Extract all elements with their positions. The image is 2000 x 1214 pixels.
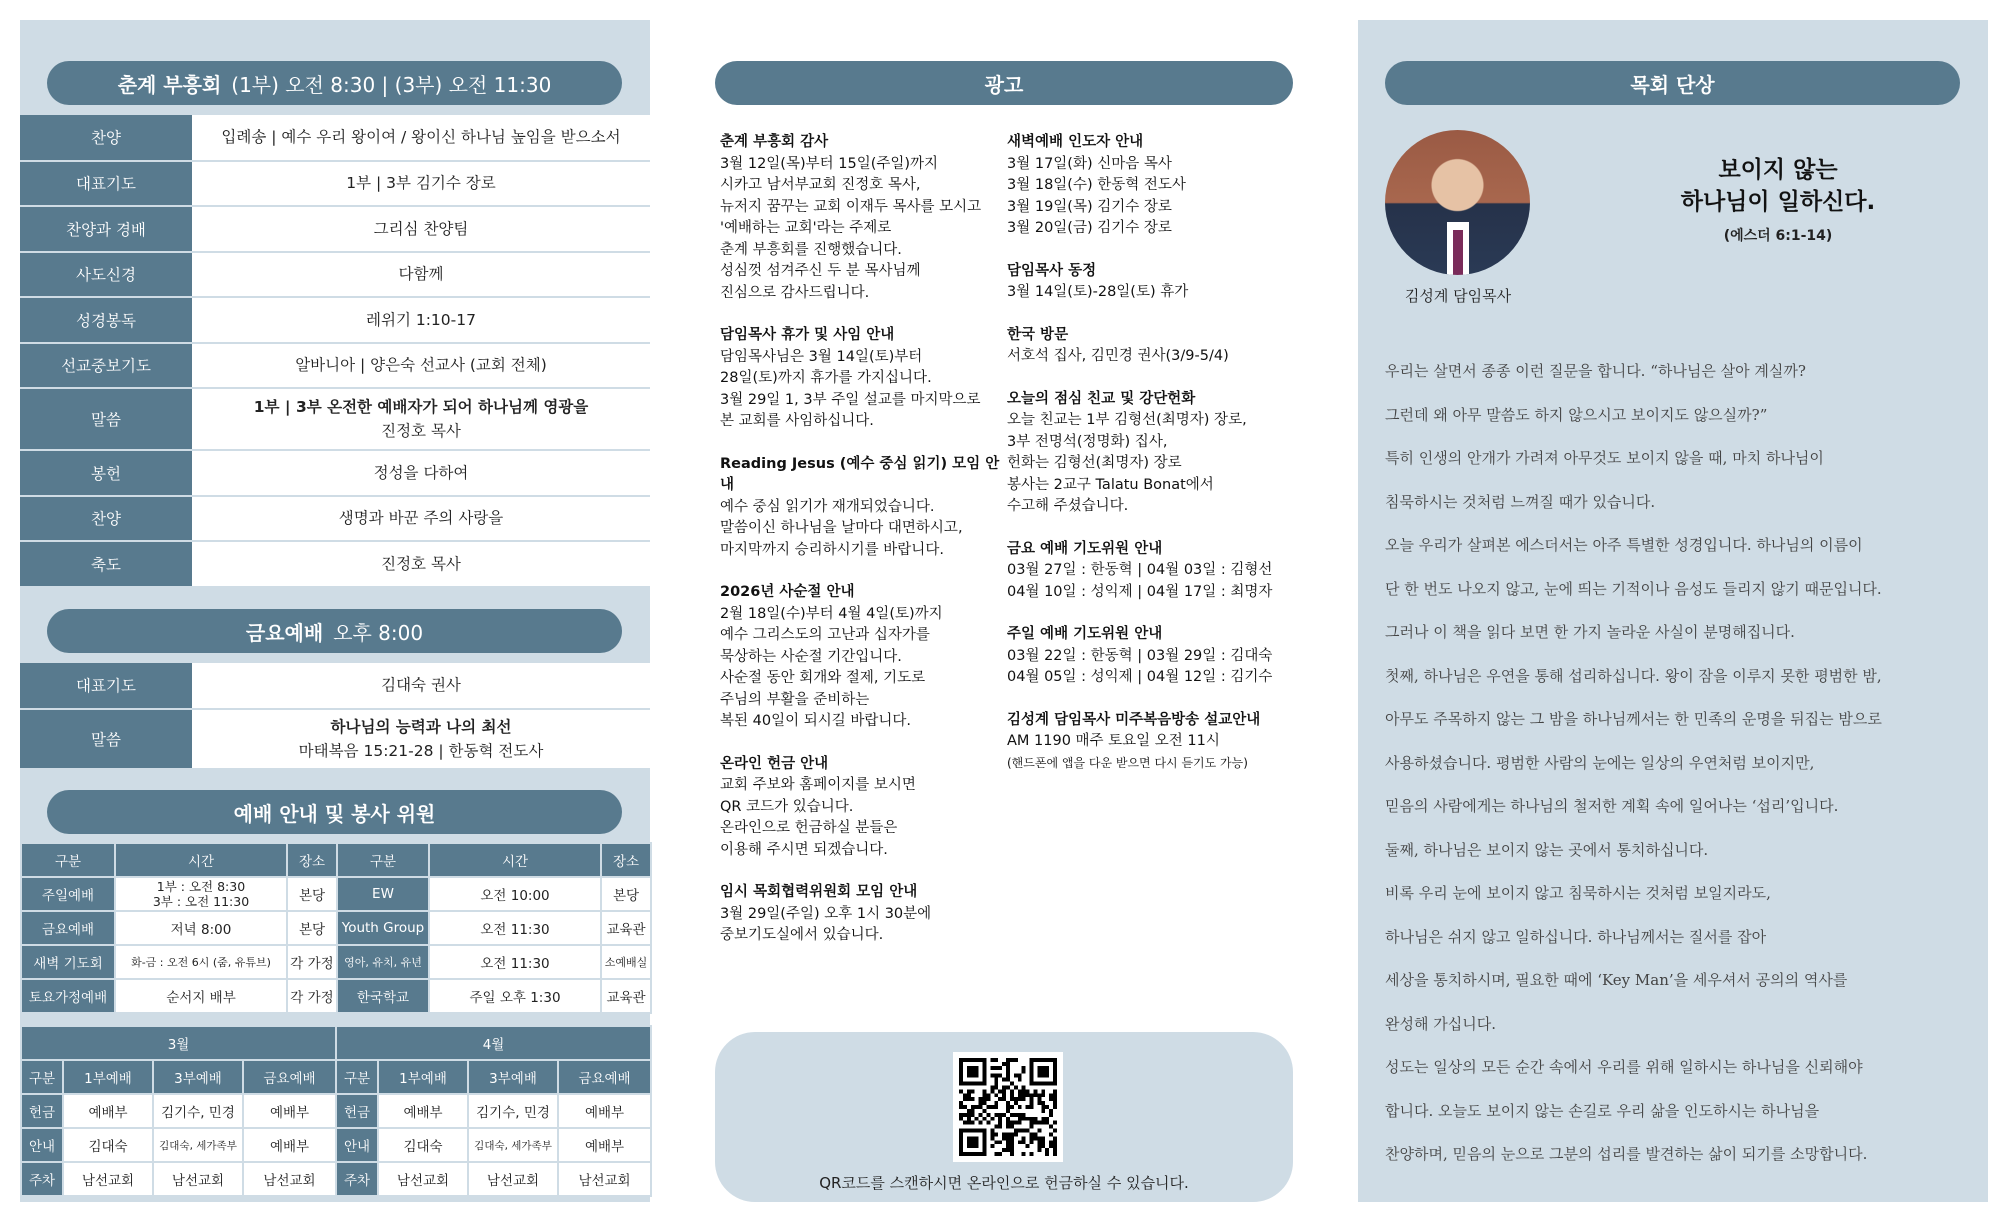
duty-table: [20, 1025, 652, 1197]
photo-tie: [1453, 230, 1463, 275]
essay-line: 성도는 일상의 모든 순간 속에서 우리를 위해 일하시는 하나님을 신뢰해야: [1385, 1058, 1863, 1076]
announcement-title: 금요 예배 기도위원 안내: [1007, 540, 1163, 557]
order-value: 레위기 1:10-17: [192, 297, 650, 343]
duty-col-header: 구분: [336, 1060, 378, 1094]
essay-line: 비록 우리 눈에 보이지 않고 침묵하시는 것처럼 보일지라도,: [1385, 884, 1771, 902]
duty-row: [21, 1094, 651, 1128]
duty-cell: 김대숙: [378, 1128, 468, 1162]
info-cell: 교육관: [601, 979, 651, 1013]
info-row: [21, 979, 651, 1013]
month-march: 3월: [21, 1026, 336, 1060]
info-cell: 오전 10:00: [429, 877, 601, 911]
info-cell: 금요예배: [21, 911, 115, 945]
scripture-reference: (에스더 6:1-14): [1723, 228, 1833, 244]
announcement-line: 3월 20일(금) 김기수 장로: [1007, 220, 1172, 236]
duty-cell: 남선교회: [468, 1162, 558, 1196]
essay-line: 아무도 주목하지 않는 그 밤을 하나님께서는 한 민족의 운명을 뒤집는 밤으로: [1385, 710, 1882, 728]
friday-sermon-title: 하나님의 능력과 나의 최선: [330, 717, 512, 736]
essay-line: 하나님은 쉬지 않고 일하십니다. 하나님께서는 질서를 잡아: [1385, 927, 1767, 946]
month-april: 4월: [336, 1026, 651, 1060]
duty-col-header: 1부예배: [63, 1060, 153, 1094]
announcement-line: 예수 중심 읽기가 재개되었습니다.: [720, 498, 935, 515]
info-cell: EW: [337, 877, 429, 911]
pastor-name: 김성계 담임목사: [1404, 287, 1512, 305]
time-line: 3부 : 오전 11:30: [152, 894, 250, 909]
announcement-line: 본 교회를 사임하십니다.: [720, 413, 874, 429]
info-row: [21, 911, 651, 945]
announcement-item: [720, 754, 1005, 862]
info-header: [47, 790, 622, 834]
announcement-line: 묵상하는 사순절 기간입니다.: [720, 648, 902, 665]
order-value: 김대숙 권사: [192, 663, 650, 709]
duty-cell: 주차: [336, 1162, 378, 1196]
info-title: 예배 안내 및 봉사 위원: [233, 801, 436, 826]
duty-cell: 헌금: [21, 1094, 63, 1128]
duty-cell: 남선교회: [558, 1162, 651, 1196]
duty-row: [21, 1162, 651, 1196]
info-cell: 주일 오후 1:30: [429, 979, 601, 1013]
duty-cell: 김대숙: [63, 1128, 153, 1162]
sermon-heading-line: 하나님이 일하신다.: [1680, 189, 1876, 215]
announcement-title: 춘계 부흥회 감사: [720, 134, 829, 150]
order-value: 그리심 찬양팀: [192, 206, 650, 252]
order-row: [20, 388, 650, 450]
info-cell: 토요가정예배: [21, 979, 115, 1013]
time-line: 1부 : 오전 8:30: [156, 879, 246, 894]
order-label: 사도신경: [20, 252, 192, 298]
announcement-title: 담임목사 휴가 및 사임 안내: [720, 327, 895, 343]
announcement-title: 김성계 담임목사 미주복음방송 설교안내: [1007, 711, 1261, 728]
announcement-line: 오늘 친교는 1부 김형선(최명자) 장로,: [1007, 412, 1247, 428]
essay-line: 첫째, 하나님은 우연을 통해 섭리하십니다. 왕이 잠을 이루지 못한 평범한 밤,: [1385, 666, 1882, 685]
announcement-title: 담임목사 동정: [1007, 262, 1097, 279]
announcement-line: 진심으로 감사드립니다.: [720, 284, 870, 301]
qr-code-icon[interactable]: [953, 1052, 1063, 1162]
friday-title: 금요예배: [245, 620, 324, 645]
duty-cell: 예배부: [378, 1094, 468, 1128]
info-cell: 본당: [287, 911, 337, 945]
worship-info-table: [20, 842, 652, 1014]
info-cell: 소예배실: [601, 945, 651, 979]
announcement-title: 온라인 헌금 안내: [720, 755, 829, 772]
duty-cell: 예배부: [558, 1094, 651, 1128]
announcement-line: 봉사는 2교구 Talatu Bonat에서: [1007, 476, 1214, 493]
duty-cell: 김기수, 민경: [153, 1094, 243, 1128]
announcement-line: 이용해 주시면 되겠습니다.: [720, 841, 888, 858]
info-cell: 주일예배: [21, 877, 115, 911]
info-col-header: 시간: [115, 843, 287, 877]
revival-header: [47, 61, 622, 105]
announcement-line: 3월 29일(주일) 오후 1시 30분에: [720, 905, 932, 922]
order-label: 대표기도: [20, 161, 192, 207]
announcement-line: 시카고 남서부교회 진정호 목사,: [720, 177, 921, 193]
essay-line: 합니다. 오늘도 보이지 않는 손길로 우리 삶을 인도하시는 하나님을: [1385, 1101, 1820, 1120]
duty-cell: 예배부: [558, 1128, 651, 1162]
order-row: [20, 252, 650, 298]
announcement-line: 수고해 주셨습니다.: [1007, 498, 1129, 514]
info-cell: 순서지 배부: [115, 979, 287, 1013]
column-essay: [1385, 350, 1975, 1177]
announcements-title: 광고: [984, 72, 1024, 97]
announcement-line: '예배하는 교회'라는 주제로: [720, 220, 892, 236]
order-value: 생명과 바꾼 주의 사랑을: [192, 496, 650, 542]
info-col-header: 장소: [601, 843, 651, 877]
duty-cell: 김대숙, 세가족부: [153, 1128, 243, 1162]
order-row: [20, 709, 650, 769]
essay-line: 우리는 살면서 종종 이런 질문을 합니다. “하나님은 살아 계실까?: [1385, 362, 1806, 380]
announcement-line: 3월 12일(목)부터 15일(주일)까지: [720, 155, 939, 172]
info-col-header: 구분: [21, 843, 115, 877]
announcements-panel: [690, 20, 1320, 1202]
announcement-item: [1007, 624, 1297, 689]
announcement-title: 2026년 사순절 안내: [720, 584, 855, 600]
friday-header: [47, 609, 622, 653]
sermon-heading-line: 보이지 않는: [1718, 157, 1838, 183]
announcement-line: 04월 05일 : 성익제 | 04월 12일 : 김기수: [1007, 669, 1273, 685]
announcement-line: 3부 전명석(정명화) 집사,: [1007, 433, 1168, 450]
announcements-column-1: [720, 132, 1005, 968]
duty-cell: 안내: [336, 1128, 378, 1162]
pastor-photo: [1385, 130, 1530, 275]
info-col-header: 장소: [287, 843, 337, 877]
announcement-line: 예수 그리스도의 고난과 십자가를: [720, 627, 930, 643]
sermon-heading: [1588, 154, 1968, 218]
order-value: 입례송 | 예수 우리 왕이여 / 왕이신 하나님 높임을 받으소서: [192, 115, 650, 161]
essay-line: 세상을 통치하시며, 필요한 때에 ‘Key Man’을 세우셔서 공의의 역사를: [1385, 971, 1848, 989]
announcement-line: 서호석 집사, 김민경 권사(3/9-5/4): [1007, 348, 1229, 364]
announcements-header: [715, 61, 1293, 105]
friday-time: 오후 8:00: [333, 620, 424, 645]
order-row: [20, 496, 650, 542]
order-value: [192, 388, 650, 450]
announcement-line: 3월 17일(화) 신마음 목사: [1007, 155, 1172, 172]
duty-col-header: 3부예배: [468, 1060, 558, 1094]
announcement-item: [720, 454, 1005, 562]
duty-cell: 남선교회: [153, 1162, 243, 1196]
announcement-line: 담임목사님은 3월 14일(토)부터: [720, 348, 923, 365]
essay-line: 완성해 가십니다.: [1385, 1014, 1496, 1033]
friday-sermon-ref: 마태복음 15:21-28 | 한동혁 전도사: [298, 741, 544, 760]
announcement-item: [720, 325, 1005, 433]
announcement-item: [1007, 325, 1297, 368]
info-cell: 오전 11:30: [429, 911, 601, 945]
order-label: 대표기도: [20, 663, 192, 709]
order-label: 찬양: [20, 496, 192, 542]
essay-line: 믿음의 사람에게는 하나님의 철저한 계획 속에 일어나는 ‘섭리’입니다.: [1385, 797, 1839, 815]
essay-line: 그러나 이 책을 읽다 보면 한 가지 놀라운 사실이 분명해집니다.: [1385, 623, 1795, 641]
essay-line: 특히 인생의 안개가 가려져 아무것도 보이지 않을 때, 마치 하나님이: [1385, 449, 1824, 467]
service-order-table: [20, 115, 650, 588]
announcement-item: [1007, 389, 1297, 518]
pastor-column-header: [1385, 61, 1960, 105]
order-value: 진정호 목사: [192, 541, 650, 587]
info-cell: 새벽 기도회: [21, 945, 115, 979]
announcement-line: 04월 10일 : 성익제 | 04월 17일 : 최명자: [1007, 583, 1273, 600]
duty-col-header: 구분: [21, 1060, 63, 1094]
announcement-line: 03월 22일 : 한동혁 | 03월 29일 : 김대숙: [1007, 647, 1273, 664]
announcement-line: 3월 29일 1, 3부 주일 설교를 마지막으로: [720, 391, 981, 408]
order-value: 정성을 다하여: [192, 450, 650, 496]
duty-col-header: 금요예배: [558, 1060, 651, 1094]
info-cell: 저녁 8:00: [115, 911, 287, 945]
order-row: [20, 450, 650, 496]
announcement-title: 한국 방문: [1007, 326, 1069, 343]
announcement-line: 복된 40일이 되시길 바랍니다.: [720, 713, 911, 729]
info-col-header: 시간: [429, 843, 601, 877]
duty-cell: 김기수, 민경: [468, 1094, 558, 1128]
order-label: 선교중보기도: [20, 343, 192, 389]
announcement-line: QR 코드가 있습니다.: [720, 798, 854, 815]
info-cell: 한국학교: [337, 979, 429, 1013]
month-row: [21, 1026, 651, 1060]
order-label: 말씀: [20, 388, 192, 450]
friday-order-table: [20, 663, 650, 770]
info-cell: 오전 11:30: [429, 945, 601, 979]
duty-header-row: [21, 1060, 651, 1094]
duty-cell: 예배부: [243, 1094, 336, 1128]
essay-line: 그런데 왜 아무 말씀도 하지 않으시고 보이지도 않으실까?”: [1385, 405, 1768, 424]
announcement-title: 임시 목회협력위원회 모임 안내: [720, 884, 918, 900]
announcement-line: 중보기도실에서 있습니다.: [720, 927, 884, 943]
order-row: [20, 343, 650, 389]
announcement-item: [1007, 710, 1297, 775]
announcement-title: 오늘의 점심 친교 및 강단헌화: [1007, 390, 1196, 407]
duty-cell: 남선교회: [378, 1162, 468, 1196]
announcement-line: 주님의 부활을 준비하는: [720, 691, 870, 708]
duty-cell: 안내: [21, 1128, 63, 1162]
order-label: 축도: [20, 541, 192, 587]
order-row: [20, 206, 650, 252]
info-cell: 영아, 유치, 유년: [337, 945, 429, 979]
info-row: [21, 945, 651, 979]
announcement-line: AM 1190 매주 토요일 오전 11시: [1007, 733, 1220, 749]
order-value: 1부 | 3부 김기수 장로: [192, 161, 650, 207]
announcement-line: 춘계 부흥회를 진행했습니다.: [720, 241, 902, 258]
pastor-column-panel: [1358, 20, 1988, 1202]
info-cell: [115, 877, 287, 911]
announcement-line: 3월 18일(수) 한동혁 전도사: [1007, 177, 1186, 193]
duty-cell: 김대숙, 세가족부: [468, 1128, 558, 1162]
announcement-line: 3월 19일(목) 김기수 장로: [1007, 198, 1172, 215]
announcements-column-2: [1007, 132, 1297, 795]
announcement-line: 2월 18일(수)부터 4월 4일(토)까지: [720, 605, 943, 622]
duty-col-header: 3부예배: [153, 1060, 243, 1094]
announcement-line: 28일(토)까지 휴가를 가지십니다.: [720, 370, 932, 386]
announcement-item: [1007, 261, 1297, 304]
duty-cell: 남선교회: [63, 1162, 153, 1196]
info-cell: Youth Group: [337, 911, 429, 945]
announcement-title: Reading Jesus (예수 중심 읽기) 모임 안내: [720, 455, 1000, 493]
announcement-line: 뉴저지 꿈꾸는 교회 이재두 목사를 모시고: [720, 198, 982, 215]
info-header-row: [21, 843, 651, 877]
duty-cell: 예배부: [63, 1094, 153, 1128]
info-cell: 화-금 : 오전 6시 (줌, 유튜브): [115, 945, 287, 979]
announcement-title: 주일 예배 기도위원 안내: [1007, 626, 1163, 642]
duty-col-header: 금요예배: [243, 1060, 336, 1094]
info-cell: 본당: [287, 877, 337, 911]
essay-line: 둘째, 하나님은 보이지 않는 곳에서 통치하십니다.: [1385, 840, 1709, 859]
announcement-title: 새벽예배 인도자 안내: [1007, 134, 1144, 150]
order-row: [20, 541, 650, 587]
announcement-item: [720, 882, 1005, 947]
worship-order-panel: [20, 20, 650, 1202]
announcement-line: 교회 주보와 홈페이지를 보시면: [720, 777, 916, 793]
duty-cell: 헌금: [336, 1094, 378, 1128]
essay-line: 침묵하시는 것처럼 느껴질 때가 있습니다.: [1385, 492, 1656, 511]
announcement-item: [1007, 132, 1297, 240]
essay-line: 사용하셨습니다. 평범한 사람의 눈에는 일상의 우연처럼 보이지만,: [1385, 753, 1815, 772]
order-label: 성경봉독: [20, 297, 192, 343]
duty-col-header: 1부예배: [378, 1060, 468, 1094]
order-label: 봉헌: [20, 450, 192, 496]
online-offering-box: [715, 1032, 1293, 1202]
announcement-item: [720, 582, 1005, 733]
essay-line: 단 한 번도 나오지 않고, 눈에 띄는 기적이나 음성도 들리지 않기 때문입니다.: [1385, 579, 1882, 598]
pastor-column-title: 목회 단상: [1630, 72, 1715, 97]
duty-cell: 주차: [21, 1162, 63, 1196]
info-cell: 교육관: [601, 911, 651, 945]
revival-title: 춘계 부흥회: [117, 72, 222, 97]
announcement-line: 헌화는 김형선(최명자) 장로: [1007, 455, 1182, 471]
order-row: [20, 115, 650, 161]
essay-line: 오늘 우리가 살펴본 에스더서는 아주 특별한 성경입니다. 하나님의 이름이: [1385, 536, 1863, 554]
sermon-title: 1부 | 3부 온전한 예배자가 되어 하나님께 영광을: [253, 398, 589, 416]
announcement-line: 온라인으로 헌금하실 분들은: [720, 820, 898, 836]
info-row: [21, 877, 651, 911]
sermon-preacher: 진정호 목사: [381, 422, 461, 440]
qr-caption: QR코드를 스캔하시면 온라인으로 헌금하실 수 있습니다.: [819, 1174, 1189, 1192]
announcement-line: 말씀이신 하나님을 날마다 대면하시고,: [720, 520, 963, 536]
duty-row: [21, 1128, 651, 1162]
revival-time: (1부) 오전 8:30 | (3부) 오전 11:30: [231, 72, 552, 97]
announcement-line: 3월 14일(토)-28일(토) 휴가: [1007, 284, 1189, 300]
order-label: 말씀: [20, 709, 192, 769]
info-col-header: 구분: [337, 843, 429, 877]
info-cell: 각 가정: [287, 979, 337, 1013]
order-label: 찬양과 경배: [20, 206, 192, 252]
duty-cell: 예배부: [243, 1128, 336, 1162]
announcement-line: 사순절 동안 회개와 절제, 기도로: [720, 670, 926, 686]
info-cell: 각 가정: [287, 945, 337, 979]
duty-cell: 남선교회: [243, 1162, 336, 1196]
order-value: [192, 709, 650, 769]
order-row: [20, 663, 650, 709]
announcement-line: 03월 27일 : 한동혁 | 04월 03일 : 김형선: [1007, 562, 1273, 578]
order-value: 알바니아 | 양은숙 선교사 (교회 전체): [192, 343, 650, 389]
order-row: [20, 161, 650, 207]
order-value: 다함께: [192, 252, 650, 298]
announcement-item: [720, 132, 1005, 304]
announcement-line: 마지막까지 승리하시기를 바랍니다.: [720, 541, 944, 558]
info-cell: 본당: [601, 877, 651, 911]
essay-line: 찬양하며, 믿음의 눈으로 그분의 섭리를 발견하는 삶이 되기를 소망합니다.: [1385, 1145, 1868, 1163]
announcement-item: [1007, 539, 1297, 604]
order-row: [20, 297, 650, 343]
order-label: 찬양: [20, 115, 192, 161]
announcement-note: (핸드폰에 앱을 다운 받으면 다시 듣기도 가능): [1007, 755, 1248, 770]
announcement-line: 성심껏 섬겨주신 두 분 목사님께: [720, 263, 921, 279]
